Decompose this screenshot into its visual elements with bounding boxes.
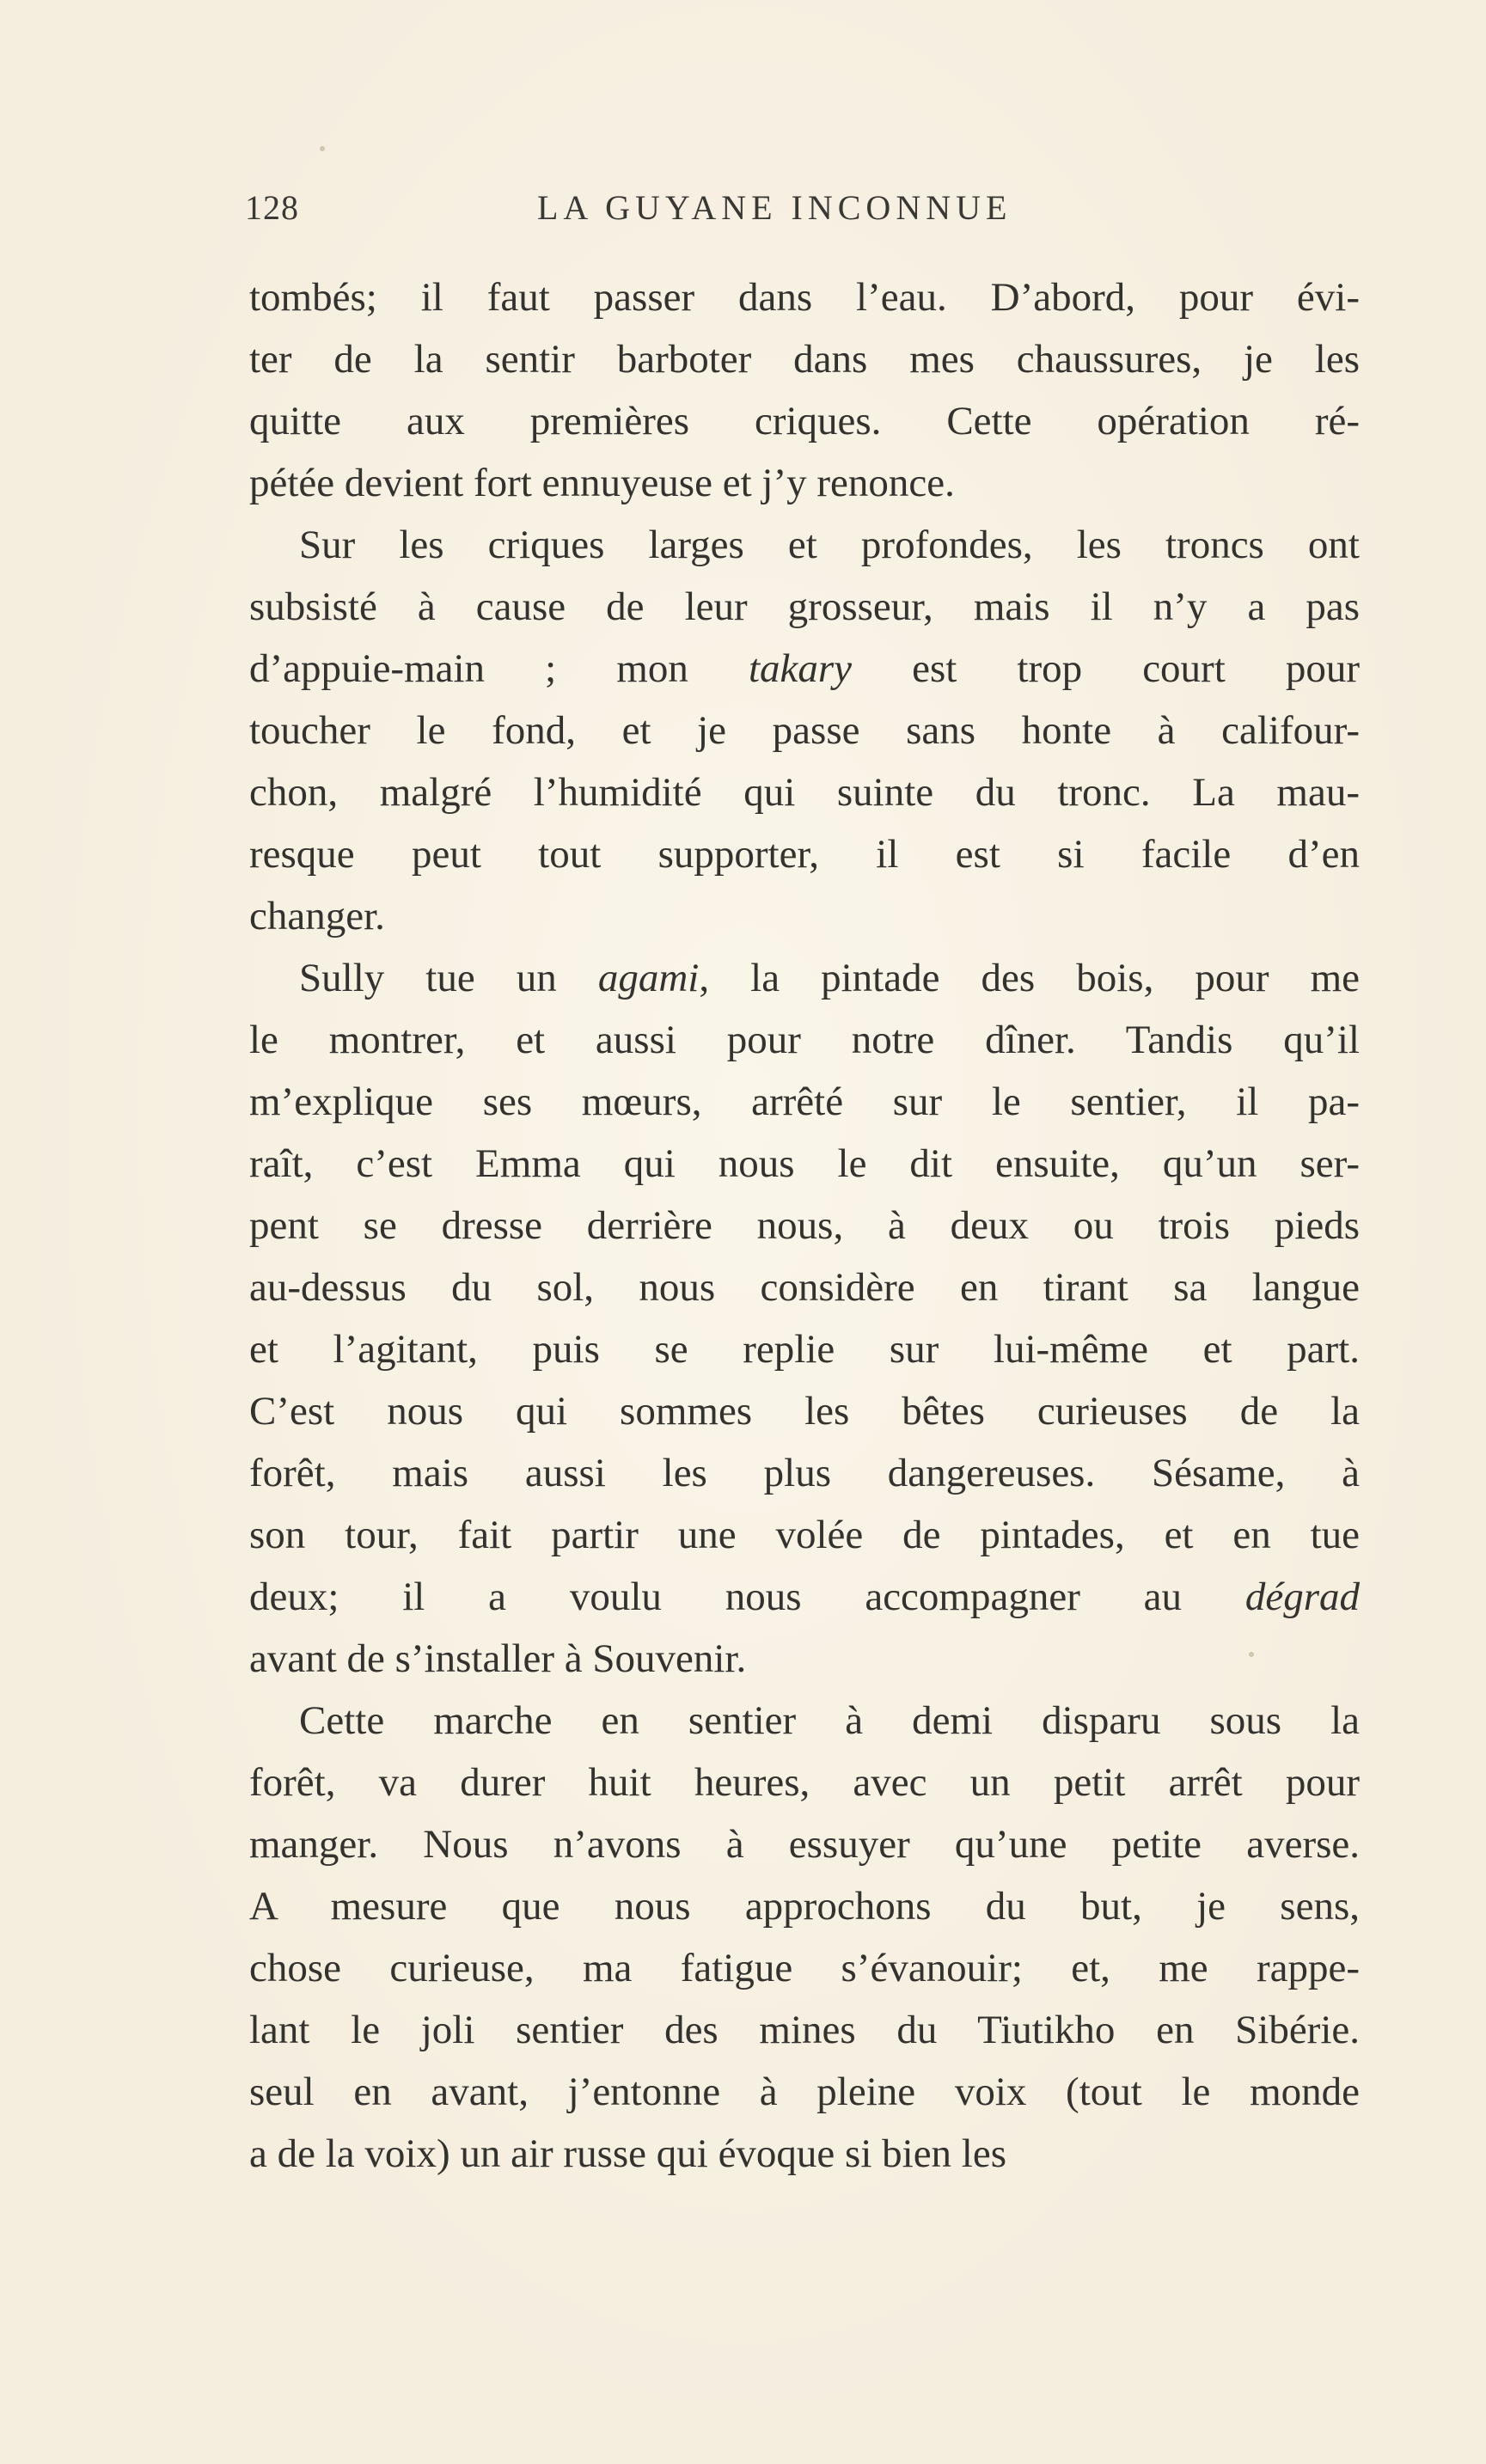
italic-term: agami bbox=[597, 956, 700, 1000]
text-segment: Cette marche en sentier à demi disparu sous la bbox=[299, 1698, 1360, 1743]
text-line bbox=[249, 1752, 1360, 1813]
italic-term: takary bbox=[748, 646, 853, 691]
text-segment: a de la voix) un air russe qui évoque si bien les bbox=[249, 2131, 1007, 2176]
text-segment: ter de la sentir barboter dans mes chaussures, je les bbox=[249, 337, 1360, 382]
text-line bbox=[249, 1875, 1360, 1937]
text-line bbox=[249, 1690, 1360, 1752]
text-segment: pent se dresse derrière nous, à deux ou trois pieds bbox=[249, 1203, 1360, 1248]
text-line bbox=[249, 700, 1360, 761]
text-line bbox=[249, 452, 1360, 514]
text-segment: avant de s’installer à Souvenir. bbox=[249, 1636, 747, 1681]
text-segment: chon, malgré l’humidité qui suinte du tronc. La mau- bbox=[249, 770, 1360, 815]
text-segment: resque peut tout supporter, il est si facile d’en bbox=[249, 832, 1360, 877]
text-segment: toucher le fond, et je passe sans honte à califour- bbox=[249, 708, 1360, 753]
text-segment: son tour, fait partir une volée de pintades, et en tue bbox=[249, 1513, 1360, 1557]
text-line bbox=[249, 1009, 1360, 1071]
text-line bbox=[249, 1937, 1360, 1999]
text-segment: forêt, va durer huit heures, avec un petit arrêt pour bbox=[249, 1760, 1360, 1805]
text-segment: manger. Nous n’avons à essuyer qu’une petite averse. bbox=[249, 1822, 1360, 1867]
body-text bbox=[249, 266, 1360, 2185]
italic-term: dégrad bbox=[1244, 1574, 1360, 1619]
paragraph bbox=[249, 266, 1360, 514]
text-segment: A mesure que nous approchons du but, je sens, bbox=[249, 1884, 1360, 1929]
paragraph bbox=[249, 947, 1360, 1690]
text-segment: m’explique ses mœurs, arrêté sur le sentier, il pa- bbox=[249, 1079, 1360, 1124]
text-line bbox=[249, 1813, 1360, 1875]
text-line bbox=[249, 1380, 1360, 1442]
text-line bbox=[249, 1628, 1360, 1690]
text-line bbox=[249, 514, 1360, 576]
text-segment: changer. bbox=[249, 894, 385, 939]
text-line bbox=[249, 2123, 1360, 2185]
text-segment: Sully tue un bbox=[299, 956, 598, 1000]
text-line bbox=[249, 328, 1360, 390]
text-segment: quitte aux premières criques. Cette opération ré- bbox=[249, 399, 1360, 443]
text-segment: pétée devient fort ennuyeuse et j’y renonce. bbox=[249, 461, 955, 505]
text-line bbox=[249, 1071, 1360, 1133]
page-number: 128 bbox=[245, 188, 299, 227]
running-title: LA GUYANE INCONNUE bbox=[537, 188, 1012, 227]
text-line bbox=[249, 1504, 1360, 1566]
paper-speck bbox=[320, 146, 325, 151]
text-line bbox=[249, 1999, 1360, 2061]
text-line bbox=[249, 1256, 1360, 1318]
text-segment: forêt, mais aussi les plus dangereuses. Sésame, à bbox=[249, 1451, 1360, 1495]
text-segment: au-dessus du sol, nous considère en tirant sa langue bbox=[249, 1265, 1360, 1310]
text-segment: lant le joli sentier des mines du Tiutikho en Sibérie. bbox=[249, 2008, 1360, 2052]
text-line bbox=[249, 1318, 1360, 1380]
text-line bbox=[249, 947, 1360, 1009]
text-line bbox=[249, 576, 1360, 638]
text-segment: d’appuie-main ; mon bbox=[249, 646, 749, 691]
text-line bbox=[249, 638, 1360, 700]
text-segment: deux; il a voulu nous accompagner au bbox=[249, 1574, 1245, 1619]
text-line bbox=[249, 1566, 1360, 1628]
text-line bbox=[249, 390, 1360, 452]
text-line bbox=[249, 885, 1360, 947]
text-segment: chose curieuse, ma fatigue s’évanouir; et, me rappe- bbox=[249, 1946, 1360, 1990]
text-segment: tombés; il faut passer dans l’eau. D’abord, pour évi- bbox=[249, 275, 1360, 320]
running-header bbox=[245, 187, 1362, 239]
text-segment: subsisté à cause de leur grosseur, mais il n’y a pas bbox=[249, 584, 1360, 629]
text-line bbox=[249, 1133, 1360, 1195]
text-segment: et l’agitant, puis se replie sur lui-même et part. bbox=[249, 1327, 1360, 1372]
text-segment: seul en avant, j’entonne à pleine voix (tout le monde bbox=[249, 2070, 1360, 2114]
paragraph bbox=[249, 1690, 1360, 2185]
text-segment: , la pintade des bois, pour me bbox=[699, 956, 1360, 1000]
text-segment: C’est nous qui sommes les bêtes curieuses de la bbox=[249, 1389, 1360, 1434]
text-line bbox=[249, 761, 1360, 823]
text-segment: Sur les criques larges et profondes, les troncs ont bbox=[299, 523, 1360, 567]
text-segment: est trop court pour bbox=[852, 646, 1360, 691]
text-line bbox=[249, 266, 1360, 328]
text-segment: le montrer, et aussi pour notre dîner. Tandis qu’il bbox=[249, 1018, 1360, 1062]
text-line bbox=[249, 2061, 1360, 2123]
text-line bbox=[249, 823, 1360, 885]
text-segment: raît, c’est Emma qui nous le dit ensuite, qu’un ser- bbox=[249, 1141, 1360, 1186]
text-line bbox=[249, 1442, 1360, 1504]
paragraph bbox=[249, 514, 1360, 947]
text-line bbox=[249, 1195, 1360, 1256]
